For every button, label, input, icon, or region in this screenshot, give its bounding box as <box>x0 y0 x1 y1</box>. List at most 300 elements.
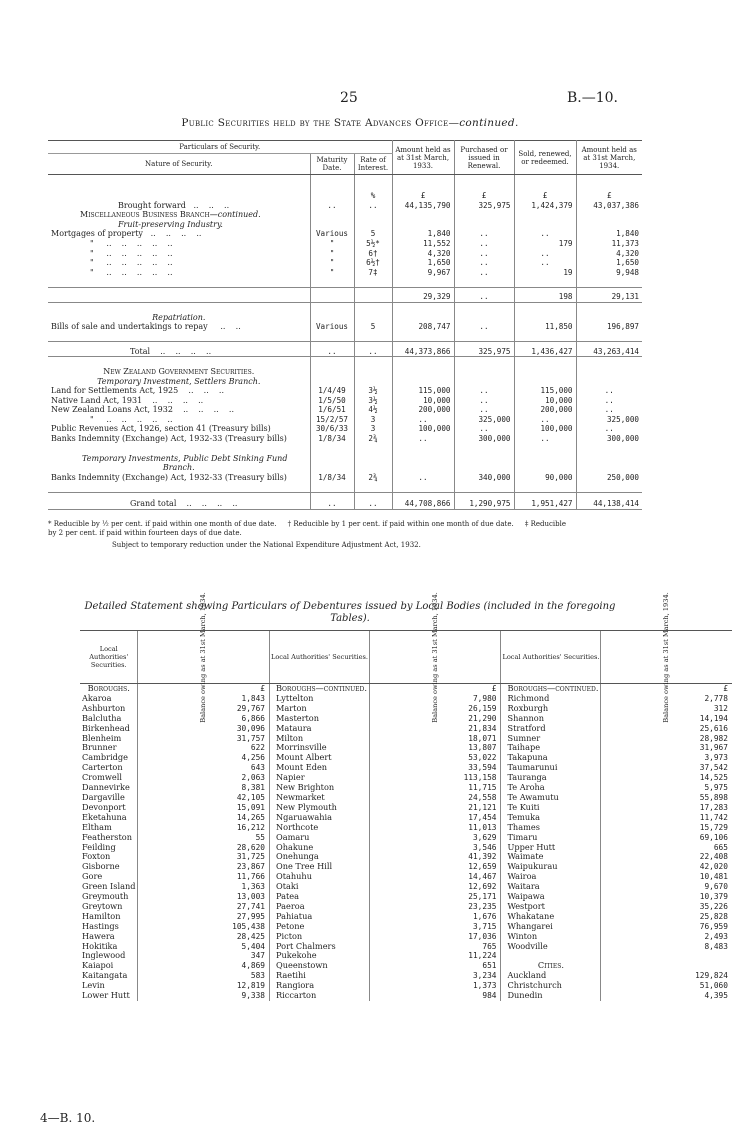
nz-gov-heading: New Zealand Government Securities. <box>103 366 255 376</box>
balance-header: Balance owing as at 31st March, 1934. <box>430 592 439 723</box>
value-cell: 1,650 <box>392 258 454 268</box>
value-cell: 44,138,414 <box>576 493 642 510</box>
value-cell: 4,320 <box>392 249 454 259</box>
authority-name: Woodville <box>501 942 601 952</box>
amount-1934-header: Amount held as at 31st March, 1934. <box>576 141 642 175</box>
authority-name: One Tree Hill <box>269 862 369 872</box>
value-cell: 11,850 <box>514 322 576 332</box>
authority-name: Whangarei <box>501 922 601 932</box>
balance-value: 1,676 <box>369 912 501 922</box>
balance-value: 11,742 <box>601 813 732 823</box>
value-cell: 9,948 <box>576 268 642 278</box>
table-row <box>80 892 732 902</box>
balance-value: 51,060 <box>601 981 732 991</box>
authority-name: Westport <box>501 902 601 912</box>
money-unit: £ <box>454 191 514 201</box>
balance-value: 25,828 <box>601 912 732 922</box>
rate-cell: 2¾ <box>354 434 392 444</box>
value-cell: 1,951,427 <box>514 493 576 510</box>
value-cell: 1,840 <box>576 229 642 239</box>
mortgage-row: " .. .. .. .. .. " 7‡ 9,967 .. 19 9,948 <box>48 268 642 278</box>
fruit-heading: Fruit-preserving Industry. <box>118 219 223 229</box>
value-cell: 200,000 <box>514 405 576 415</box>
balance-value: 5,975 <box>601 783 732 793</box>
balance-value: 8,381 <box>138 783 270 793</box>
gov-security-row: " .. .. .. .. .. 15/2/57 3 .. 325,000 .. 325,000 <box>48 415 642 425</box>
table-row <box>80 763 732 773</box>
authority-name: Milton <box>269 734 369 744</box>
mortgage-row: Mortgages of property .. .. .. .. Various 5 1,840 .. .. 1,840 <box>48 229 642 239</box>
balance-header: Balance owing as at 31st March, 1934. <box>662 592 671 723</box>
balance-value: 31,757 <box>138 734 270 744</box>
value-cell: 1,290,975 <box>454 493 514 510</box>
balance-value: 28,982 <box>601 734 732 744</box>
authority-name: Mount Albert <box>269 753 369 763</box>
balance-value: 22,408 <box>601 852 732 862</box>
authority-name: Waitara <box>501 882 601 892</box>
balance-value: 129,824 <box>601 971 732 981</box>
authority-name: Takapuna <box>501 753 601 763</box>
balance-value: 4,869 <box>138 961 270 971</box>
balance-value: 21,290 <box>369 714 501 724</box>
balance-value: 984 <box>369 991 501 1001</box>
maturity-cell: 1/5/50 <box>310 396 354 406</box>
authority-name: Balclutha <box>82 712 122 723</box>
mortgage-subtotal-row <box>48 287 642 302</box>
balance-value: 21,121 <box>369 803 501 813</box>
value-cell: .. <box>514 229 576 239</box>
authority-name: Pukekohe <box>269 951 369 961</box>
gov-security-row <box>48 424 642 434</box>
balance-value: 12,692 <box>369 882 501 892</box>
value-cell: 11,373 <box>576 239 642 249</box>
footnote-1: * Reducible by ½ per cent. if paid within one month of due date. † Reducible by 1 per cent. if paid within one month of due date. ‡ Reducible <box>48 520 567 528</box>
sold-header: Sold, renewed, or redeemed. <box>514 141 576 175</box>
balance-value: 651 <box>369 961 501 971</box>
balance-value: 42,105 <box>138 793 270 803</box>
value-cell: 9,967 <box>392 268 454 278</box>
sinking-fund-heading: Temporary Investments, Public Debt Sinking Fund <box>82 453 288 463</box>
rate-cell: 5 <box>354 322 392 332</box>
balance-value: 14,194 <box>601 714 732 724</box>
ditto-mark: " <box>90 238 94 248</box>
gov-security-label: Public Revenues Act, 1926, section 41 (Treasury bills) <box>51 424 271 434</box>
balance-value: 41,392 <box>369 852 501 862</box>
balance-value: 113,158 <box>369 773 501 783</box>
authority-name: Oamaru <box>269 833 369 843</box>
value-cell: .. <box>514 434 576 444</box>
authority-name: Morrinsville <box>269 743 369 753</box>
table-row <box>80 813 732 823</box>
securities-table <box>48 140 642 510</box>
balance-value: 622 <box>138 743 270 753</box>
misc-cont: —continued. <box>209 210 261 220</box>
balance-value: 13,003 <box>138 892 270 902</box>
table-row <box>80 783 732 793</box>
rate-cell: 3½ <box>354 396 392 406</box>
balance-value: 2,778 <box>601 694 732 704</box>
authority-name: Greymouth <box>82 891 129 902</box>
ditto-mark: " <box>90 414 94 424</box>
maturity-cell: " <box>310 249 354 259</box>
balance-value: 17,283 <box>601 803 732 813</box>
table-row <box>80 991 732 1001</box>
authority-name: Lyttelton <box>269 694 369 704</box>
value-cell: 44,135,790 <box>392 201 454 211</box>
value-cell: .. <box>454 229 514 239</box>
ditto-mark: " <box>90 267 94 277</box>
report-reference: B.—10. <box>567 90 619 106</box>
authority-name: Waipukurau <box>501 862 601 872</box>
table-row <box>80 912 732 922</box>
value-cell: .. <box>454 396 514 406</box>
value-cell: .. <box>454 268 514 278</box>
debentures-title-line2: Tables). <box>330 613 370 624</box>
table-row <box>80 971 732 981</box>
authority-name: Riccarton <box>269 991 369 1001</box>
authority-name: Otahuhu <box>269 872 369 882</box>
value-cell: .. <box>576 386 642 396</box>
table-row <box>80 902 732 912</box>
value-cell: 300,000 <box>454 434 514 444</box>
value-cell: 1,650 <box>576 258 642 268</box>
authority-name: Lower Hutt <box>82 990 130 1001</box>
securities-title-cont: —continued. <box>448 117 519 129</box>
table-row <box>80 724 732 734</box>
mortgage-label: Mortgages of property <box>51 229 143 239</box>
balance-value: 312 <box>601 704 732 714</box>
authority-name: Masterton <box>269 714 369 724</box>
authority-name: Foxton <box>82 851 111 862</box>
empty-cell <box>601 961 732 971</box>
authority-name: Whakatane <box>501 912 601 922</box>
value-cell: 19 <box>514 268 576 278</box>
balance-value: 27,995 <box>138 912 270 922</box>
value-cell: 44,708,866 <box>392 493 454 510</box>
value-cell: .. <box>454 405 514 415</box>
rate-cell: 7‡ <box>354 268 392 278</box>
authority-name: Gore <box>82 871 103 882</box>
maturity-cell: 1/4/49 <box>310 386 354 396</box>
value-cell: .. <box>454 386 514 396</box>
balance-value: 105,438 <box>138 922 270 932</box>
authority-name: Dannevirke <box>82 782 130 793</box>
table-row <box>80 951 732 961</box>
maturity-cell: " <box>310 239 354 249</box>
gov-security-label: Native Land Act, 1931 <box>51 395 143 405</box>
currency-mark: £ <box>138 684 270 694</box>
balance-value: 24,558 <box>369 793 501 803</box>
authority-name: Kaitangata <box>82 970 128 981</box>
ditto-mark: " <box>90 248 94 258</box>
authority-name: Upper Hutt <box>501 843 601 853</box>
balance-value: 27,741 <box>138 902 270 912</box>
rate-cell: 6½† <box>354 258 392 268</box>
value-cell: .. <box>576 396 642 406</box>
balance-value: 55,898 <box>601 793 732 803</box>
balance-value: 3,546 <box>369 843 501 853</box>
city-name: Dunedin <box>501 991 601 1001</box>
rate-cell: 5½* <box>354 239 392 249</box>
repatriation-heading: Repatriation. <box>152 312 206 322</box>
authority-name: Devonport <box>82 801 126 812</box>
authority-name: Birkenhead <box>82 722 130 733</box>
value-cell: .. <box>392 415 454 425</box>
rate-cell: 3 <box>354 424 392 434</box>
balance-value: 53,022 <box>369 753 501 763</box>
sinking-fund-heading-branch: Branch. <box>162 463 195 473</box>
value-cell: 29,329 <box>392 287 454 302</box>
temp-investment-heading: Temporary Investment, Settlers Branch. <box>97 376 261 386</box>
value-cell: 300,000 <box>576 434 642 444</box>
value-cell: 340,000 <box>454 473 514 483</box>
mortgage-row: " .. .. .. .. .. " 5½* 11,552 .. 179 11,373 <box>48 239 642 249</box>
authority-name: Taihape <box>501 743 601 753</box>
money-unit: £ <box>392 191 454 201</box>
balance-value: 1,373 <box>369 981 501 991</box>
authority-name: Stratford <box>501 724 601 734</box>
table-row <box>80 922 732 932</box>
table-row <box>80 843 732 853</box>
table-row <box>80 872 732 882</box>
authority-name: Feilding <box>82 841 116 852</box>
authority-name: Te Awamutu <box>501 793 601 803</box>
balance-value: 8,483 <box>601 942 732 952</box>
value-cell: 43,263,414 <box>576 342 642 357</box>
authority-name: Levin <box>82 980 105 991</box>
balance-value: 14,467 <box>369 872 501 882</box>
balance-value: 25,616 <box>601 724 732 734</box>
authority-name: Queenstown <box>269 961 369 971</box>
value-cell: 10,000 <box>392 396 454 406</box>
authority-name: Timaru <box>501 833 601 843</box>
balance-value: 5,404 <box>138 942 270 952</box>
balance-value: 76,959 <box>601 922 732 932</box>
authority-name: Napier <box>269 773 369 783</box>
value-cell: 325,000 <box>454 415 514 425</box>
value-cell: .. <box>392 473 454 483</box>
balance-value: 31,967 <box>601 743 732 753</box>
brought-forward-row: Brought forward .. .. .. .. .. 44,135,790 325,975 1,424,379 43,037,386 <box>48 201 642 211</box>
grand-total-row: Grand total .. .. .. .. .. .. 44,708,866 1,290,975 1,951,427 44,138,414 <box>48 493 642 510</box>
table-row <box>80 882 732 892</box>
authority-name: Cambridge <box>82 752 129 763</box>
balance-value: 23,867 <box>138 862 270 872</box>
balance-value: 55 <box>138 833 270 843</box>
authority-name: Picton <box>269 932 369 942</box>
authority-name: Featherston <box>82 831 132 842</box>
bills-label: Bills of sale and undertakings to repay <box>51 322 208 332</box>
authority-name: Te Aroha <box>501 783 601 793</box>
maturity-cell: 15/2/57 <box>310 415 354 425</box>
authority-name: Rangiora <box>269 981 369 991</box>
maturity-cell: 1/8/34 <box>310 473 354 483</box>
table-row <box>80 803 732 813</box>
balance-value: 17,454 <box>369 813 501 823</box>
balance-value: 31,725 <box>138 852 270 862</box>
value-cell: 1,424,379 <box>514 201 576 211</box>
authority-name: Roxburgh <box>501 704 601 714</box>
purchased-header: Purchased or issued in Renewal. <box>454 141 514 175</box>
authority-name: Green Island <box>82 881 136 892</box>
balance-value: 1,363 <box>138 882 270 892</box>
balance-value: 29,767 <box>138 704 270 714</box>
maturity-cell: Various <box>310 229 354 239</box>
particulars-header: Particulars of Security. <box>48 141 392 154</box>
bills-row: Bills of sale and undertakings to repay .. .. Various 5 208,747 .. 11,850 196,897 <box>48 322 642 332</box>
authority-name: Tauranga <box>501 773 601 783</box>
rate-cell: 3½ <box>354 386 392 396</box>
balance-value: 643 <box>138 763 270 773</box>
balance-value: 26,159 <box>369 704 501 714</box>
authority-name: Sumner <box>501 734 601 744</box>
rate-cell: 6† <box>354 249 392 259</box>
authority-name: Akaroa <box>82 692 112 703</box>
balance-value: 37,542 <box>601 763 732 773</box>
balance-value: 665 <box>601 843 732 853</box>
authority-name: Shannon <box>501 714 601 724</box>
rate-unit: % <box>354 191 392 201</box>
balance-value: 3,973 <box>601 753 732 763</box>
authority-name: Hawera <box>82 930 115 941</box>
table-row <box>80 852 732 862</box>
value-cell: 1,840 <box>392 229 454 239</box>
authority-name: Eltham <box>82 821 112 832</box>
table-row <box>80 833 732 843</box>
value-cell: .. <box>392 434 454 444</box>
authority-name: Te Kuiti <box>501 803 601 813</box>
maturity-cell: " <box>310 258 354 268</box>
empty-cell <box>601 951 732 961</box>
value-cell: .. <box>514 258 576 268</box>
balance-value: 33,594 <box>369 763 501 773</box>
balance-value: 13,807 <box>369 743 501 753</box>
mortgage-row: " .. .. .. .. .. " 6† 4,320 .. .. 4,320 <box>48 249 642 259</box>
authority-name: Greytown <box>82 900 123 911</box>
city-name: Auckland <box>501 971 601 981</box>
maturity-cell: 30/6/33 <box>310 424 354 434</box>
value-cell: 325,000 <box>576 415 642 425</box>
securities-title <box>0 117 700 129</box>
rate-cell: 5 <box>354 229 392 239</box>
balance-value: 23,235 <box>369 902 501 912</box>
value-cell: 44,373,866 <box>392 342 454 357</box>
value-cell: 100,000 <box>514 424 576 434</box>
value-cell: 325,975 <box>454 342 514 357</box>
maturity-cell: 1/6/51 <box>310 405 354 415</box>
authority-name: Gisborne <box>82 861 120 872</box>
maturity-header: Maturity Date. <box>310 154 354 175</box>
page-footer: 4—B. 10. <box>40 1111 96 1125</box>
col-header: Local Authorities' Securities. <box>269 631 369 684</box>
city-name: Christchurch <box>501 981 601 991</box>
value-cell: .. <box>454 322 514 332</box>
value-cell: 200,000 <box>392 405 454 415</box>
value-cell: .. <box>576 405 642 415</box>
securities-title-main: Public Securities held by the State Advances Office <box>181 117 449 129</box>
authority-name: Hokitika <box>82 940 118 951</box>
value-cell: .. <box>576 424 642 434</box>
table-row <box>80 704 732 714</box>
value-cell: 10,000 <box>514 396 576 406</box>
balance-value: 7,980 <box>369 694 501 704</box>
table-row <box>80 773 732 783</box>
authority-name: Dargaville <box>82 791 125 802</box>
authority-name: Inglewood <box>82 950 126 961</box>
table-row <box>80 961 732 971</box>
value-cell: 115,000 <box>514 386 576 396</box>
authority-name: Wairoa <box>501 872 601 882</box>
authority-name: New Plymouth <box>269 803 369 813</box>
gov-security-label: Land for Settlements Act, 1925 <box>51 386 179 396</box>
banks-indemnity-row <box>48 473 642 483</box>
value-cell: 325,975 <box>454 201 514 211</box>
value-cell: 115,000 <box>392 386 454 396</box>
rate-header: Rate of Interest. <box>354 154 392 175</box>
authority-name: Ohakune <box>269 843 369 853</box>
balance-value: 11,224 <box>369 951 501 961</box>
authority-name: Onehunga <box>269 852 369 862</box>
gov-security-row: Land for Settlements Act, 1925 .. .. .. 1/4/49 3½ 115,000 .. 115,000 .. <box>48 386 642 396</box>
col-header: Local Authorities' Securities. <box>501 631 601 684</box>
value-cell: 198 <box>514 287 576 302</box>
authority-name: Taumarunui <box>501 763 601 773</box>
balance-value: 14,525 <box>601 773 732 783</box>
table-row <box>80 793 732 803</box>
gov-security-row <box>48 434 642 444</box>
authority-name: Marton <box>269 704 369 714</box>
footnote-2: by 2 per cent. if paid within fourteen days of due date. <box>48 529 242 537</box>
balance-value: 2,063 <box>138 773 270 783</box>
authority-name: Mount Eden <box>269 763 369 773</box>
page-number: 25 <box>340 90 358 106</box>
balance-value: 17,036 <box>369 932 501 942</box>
gov-security-row: Native Land Act, 1931 .. .. .. .. 1/5/50 3½ 10,000 .. 10,000 .. <box>48 396 642 406</box>
balance-value: 15,091 <box>138 803 270 813</box>
balance-value: 11,013 <box>369 823 501 833</box>
balance-value: 1,843 <box>138 694 270 704</box>
balance-value: 10,481 <box>601 872 732 882</box>
boroughs-cont-heading: Boroughs—continued. <box>275 683 367 693</box>
balance-value: 42,020 <box>601 862 732 872</box>
value-cell: .. <box>454 249 514 259</box>
total-label: Total <box>130 346 151 356</box>
authority-name: Kaiapoi <box>82 960 114 971</box>
balance-value: 12,819 <box>138 981 270 991</box>
total-row: Total .. .. .. .. .. .. 44,373,866 325,975 1,436,427 43,263,414 <box>48 342 642 357</box>
mortgage-row: " .. .. .. .. .. " 6½† 1,650 .. .. 1,650 <box>48 258 642 268</box>
boroughs-cont-heading: Boroughs—continued. <box>507 683 599 693</box>
balance-value: 15,729 <box>601 823 732 833</box>
authority-name: Patea <box>269 892 369 902</box>
value-cell: .. <box>514 415 576 425</box>
balance-value: 583 <box>138 971 270 981</box>
authority-name: Blenheim <box>82 732 122 743</box>
grand-total-label: Grand total <box>130 499 177 509</box>
table-row <box>80 743 732 753</box>
balance-value: 12,659 <box>369 862 501 872</box>
balance-header: Balance owing as at 31st March, 1934. <box>199 592 208 723</box>
currency-mark: £ <box>601 684 732 694</box>
table-row <box>80 823 732 833</box>
balance-value: 9,670 <box>601 882 732 892</box>
value-cell: .. <box>454 287 514 302</box>
value-cell: .. <box>514 249 576 259</box>
balance-value: 3,234 <box>369 971 501 981</box>
money-unit: £ <box>514 191 576 201</box>
balance-value: 69,106 <box>601 833 732 843</box>
value-cell: .. <box>454 424 514 434</box>
